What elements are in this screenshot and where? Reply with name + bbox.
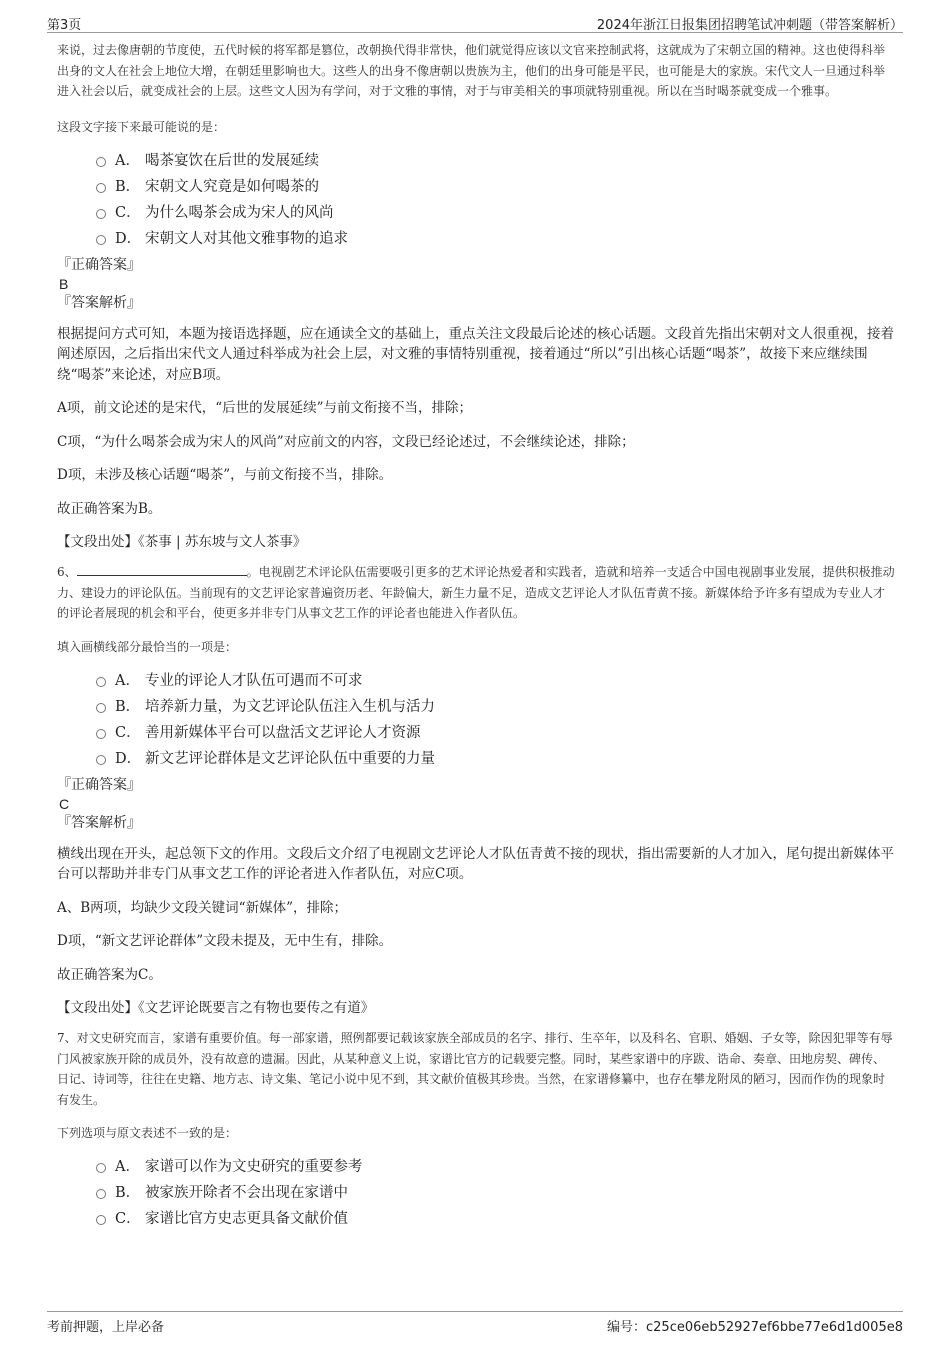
radio-icon[interactable] (96, 235, 106, 245)
q6-answer-label: 『正确答案』 (57, 776, 141, 793)
radio-icon[interactable] (96, 755, 106, 765)
q5-analysis-d: D项，未涉及核心话题“喝茶”，与前文衔接不当，排除。 (57, 467, 393, 483)
radio-icon[interactable] (96, 1215, 106, 1225)
q6-option-d[interactable]: D． 新文艺评论群体是文艺评论队伍中重要的力量 (96, 746, 895, 772)
q6-analysis-ab: A、B两项，均缺少文段关键词“新媒体”，排除； (57, 899, 347, 916)
q5-answer: B (59, 275, 69, 292)
q6-passage-block (57, 562, 895, 624)
radio-icon[interactable] (96, 677, 106, 687)
document-title: 2024年浙江日报集团招聘笔试冲刺题（带答案解析） (596, 18, 903, 33)
page-footer (47, 1311, 903, 1336)
q7-option-a[interactable]: A． 家谱可以作为文史研究的重要参考 (96, 1154, 895, 1180)
q6-analysis-label: 『答案解析』 (57, 814, 141, 831)
q5-prompt: 这段文字接下来最可能说的是： (57, 119, 226, 134)
q5-option-a[interactable]: A． 喝茶宴饮在后世的发展延续 (96, 148, 895, 174)
q5-options (57, 148, 895, 252)
q6-analysis-main: 横线出现在开头，起总领下文的作用。文段后文介绍了电视剧文艺评论人才队伍青黄不接的现状，指出需要新的人才加入，尾句提出新媒体平台可以帮助并非专门从事文艺工作的评论者进入作者队伍，对应C项。 (57, 845, 894, 882)
radio-icon[interactable] (96, 1163, 106, 1173)
q5-option-c[interactable]: C． 为什么喝茶会成为宋人的风尚 (96, 200, 895, 226)
radio-icon[interactable] (96, 703, 106, 713)
q6-passage: 。电视剧艺术评论队伍需要吸引更多的艺术评论热爱者和实践者，造就和培养一支适合中国电视剧事业发展，提供积极推动力、建设力的评论队伍。当前现有的文艺评论家普遍资历老、年龄偏大，新生力量不足，造成文艺评论人才队伍青黄不接。新媒体给予许多有望成为专业人才的评论者展现的机会和平台，使更多并非专门从事文艺工作的评论者也能进入作者队伍。 (57, 565, 895, 620)
radio-icon[interactable] (96, 209, 106, 219)
q7-option-b[interactable]: B． 被家族开除者不会出现在家谱中 (96, 1180, 895, 1206)
q6-answer: C (59, 795, 70, 812)
q5-passage: 来说，过去像唐朝的节度使，五代时候的将军都是篡位，改朝换代得非常快，他们就觉得应该以文官来控制武将，这就成为了宋朝立国的精神。这也使得科举出身的文人在社会上地位大增，在朝廷里影响也大。这些人的出身不像唐朝以贵族为主，他们的出身可能是平民，也可能是大的家族。宋代文人一旦通过科举进入社会以后，就变成社会的上层。这些文人因为有学问，对于文雅的事情，对于与审美相关的事项就特别重视。所以在当时喝茶就变成一个雅事。 (57, 43, 886, 98)
page-number: 第3页 (47, 18, 82, 33)
q7-options (57, 1154, 895, 1232)
q6-options (57, 668, 895, 772)
q7-prompt: 下列选项与原文表述不一致的是： (57, 1126, 238, 1140)
q6-option-c[interactable]: C． 善用新媒体平台可以盘活文艺评论人才资源 (96, 720, 895, 746)
q5-conclusion: 故正确答案为B。 (57, 500, 162, 517)
q6-option-a[interactable]: A． 专业的评论人才队伍可遇而不可求 (96, 668, 895, 694)
q6-conclusion: 故正确答案为C。 (57, 966, 162, 983)
fill-blank-line (77, 563, 247, 576)
q5-answer-label: 『正确答案』 (57, 256, 141, 273)
q5-source: 【文段出处】《茶事 | 苏东坡与文人茶事》 (57, 534, 307, 550)
radio-icon[interactable] (96, 729, 106, 739)
page-content (57, 40, 895, 1232)
q5-analysis-main: 根据提问方式可知，本题为接语选择题，应在通读全文的基础上，重点关注文段最后论述的核心话题。文段首先指出宋朝对文人很重视，接着阐述原因，之后指出宋代文人通过科举成为社会上层，对文雅的事情特别重视，接着通过“所以”引出核心话题“喝茶”，故接下来应继续围绕“喝茶”来论述，对应B项。 (57, 325, 894, 383)
q5-analysis-c: C项，“为什么喝茶会成为宋人的风尚”对应前文的内容，文段已经论述过，不会继续论述，排除； (57, 433, 635, 450)
radio-icon[interactable] (96, 157, 106, 167)
q6-source: 【文段出处】《文艺评论既要言之有物也要传之有道》 (57, 1000, 375, 1016)
footer-slogan: 考前押题，上岸必备 (47, 1320, 165, 1335)
document-code: 编号：c25ce06eb52927ef6bbe77e6d1d005e8 (607, 1320, 903, 1335)
radio-icon[interactable] (96, 183, 106, 193)
radio-icon[interactable] (96, 1189, 106, 1199)
q6-analysis-d: D项，“新文艺评论群体”文段未提及，无中生有，排除。 (57, 933, 393, 949)
q5-analysis-label: 『答案解析』 (57, 294, 141, 311)
q6-number: 6、 (57, 565, 77, 579)
q7-option-c[interactable]: C． 家谱比官方史志更具备文献价值 (96, 1206, 895, 1232)
q5-analysis-a: A项，前文论述的是宋代，“后世的发展延续”与前文衔接不当，排除； (57, 400, 473, 416)
q5-option-b[interactable]: B． 宋朝文人究竟是如何喝茶的 (96, 174, 895, 200)
q6-option-b[interactable]: B． 培养新力量，为文艺评论队伍注入生机与活力 (96, 694, 895, 720)
q7-passage: 7、对文史研究而言，家谱有重要价值。每一部家谱，照例都要记载该家族全部成员的名字、排行、生卒年，以及科名、官职、婚姻、子女等，除因犯罪等有辱门风被家族开除的成员外，没有故意的遗漏。因此，从某种意义上说，家谱比官方的记载要完整。同时，某些家谱中的序跋、诰命、奏章、田地房契、碑传、日记、诗词等，往往在史籍、地方志、诗文集、笔记小说中见不到，其文献价值极其珍贵。当然，在家谱修纂中，也存在攀龙附凤的陋习，因而作伪的现象时有发生。 (57, 1031, 893, 1107)
page-header (47, 10, 903, 33)
q6-prompt: 填入画横线部分最恰当的一项是： (57, 639, 238, 654)
q5-option-d[interactable]: D． 宋朝文人对其他文雅事物的追求 (96, 226, 895, 252)
